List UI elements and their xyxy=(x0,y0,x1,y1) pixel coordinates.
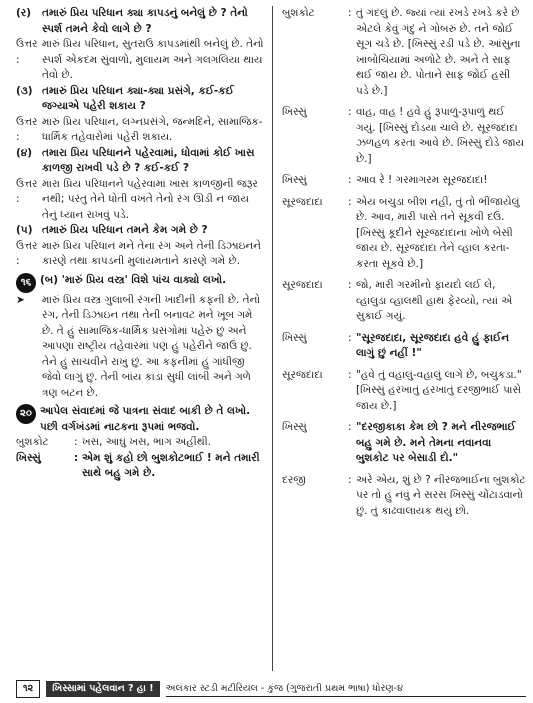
dialogue-line: બુશકોટ : તું ગંદલું છે. જ્યાં ત્યાં રખડે રખડે કરે છે એટલે કેવું ગંદું ને ગોબરું છે. તને જોઈ સૂગ ચડે છે. [ખિસ્સું રડી પડે છે. આંસુના ખાબોચિયામાં અળોટે છે. અને તે સાફ થઈ જાય છે. પોતાને સાફ જોઈ હસી પડે છે.] xyxy=(282,7,521,97)
chapter-title: ખિસ્સામાં પહેલવાન ? હા ! xyxy=(46,681,159,697)
left-column xyxy=(16,6,266,482)
dialogue-line: ખિસ્સું : "દરજીકાકા કેમ છો ? મને નીરજભાઈ બહુ ગમે છે. મને તેમના નવાનવા બુશકોટ પર બેસાડી દો." xyxy=(282,421,516,464)
task-20: ૨૦ આપેલ સંવાદમાં જે પાત્રના સંવાદ બાકી છે તે લખો. પછી વર્ગખંડમાં નાટકના રૂપમાં ભજવો. xyxy=(16,404,266,435)
task-16-answer: ➤ મારું પ્રિય વસ્ત્ર ગુલાબી રંગની ખાદીની કફની છે. તેનો રંગ, તેની ડિઝાઇન તથા તેની બનાવટ મને ખૂબ ગમે છે. તે હું સામાજિક-ધાર્મિક પ્રસંગોમાં પહેરું છું અને આપણા રાષ્ટ્રીય તહેવારમાં પણ હું પહેરીને જાઉં છું. તેને હું સાચવીને રાખું છું. આ કફનીમાં હું ગાંધીજી જેવો લાગું છું. તેની બાંય કાંડા સુધી લાંબી અને ગળે ત્રણ બટન છે. xyxy=(16,293,266,402)
arrow-icon: ➤ xyxy=(16,293,25,306)
answer-3: ઉત્તર : મારું પ્રિય પરિધાન, લગ્નપ્રસંગે, જન્મદિને, સામાજિક-ધાર્મિક તહેવારોમાં પહેરી શકાય. xyxy=(16,115,263,143)
right-column xyxy=(282,6,526,525)
question-2: (ર) તમારું પ્રિય પરિધાન ક્યા કાપડનું બનેલું છે ? તેનો સ્પર્શ તમને કેવો લાગે છે ? xyxy=(16,7,248,35)
answer-5: ઉત્તર : મારું પ્રિય પરિધાન મને તેના રંગ અને તેની ડિઝાઇનને કારણે તથા કાપડની મુલાયમતાને કારણે ગમે છે. xyxy=(16,239,261,267)
page-footer xyxy=(16,680,526,698)
task-16: ૧૬ (બ) 'મારું પ્રિય વસ્ત્ર' વિશે પાંચ વાક્યો લખો. xyxy=(16,273,266,293)
question-3: (૩) તમારું પ્રિય પરિધાન ક્યા-ક્યા પ્રસંગે, કઈ-કઈ જગ્યાએ પહેરી શકાય ? xyxy=(16,84,234,112)
dialogue-line: ખિસ્સું : એમ શું કહો છો બુશકોટભાઈ ! મને તમારી સાથે બહુ ગમે છે. xyxy=(16,451,260,479)
book-title: અલંકાર સ્ટડી મટીરિયલ - કુંજ (ગુજરાતી પ્રથમ ભાષા) ધોરણ-૪ xyxy=(166,681,526,697)
column-divider xyxy=(272,6,273,671)
dialogue-line: ખિસ્સું : આવ રે ! ગરમાગરમ સૂરજદાદા! xyxy=(282,174,488,186)
dialogue-line: સૂરજદાદા : "હવે તું વહાલું-વહાલું લાગે છે, બચુકડા." [ખિસ્સું હરખાતું હરખાતું દરજીભાઈ પાસે જાય છે.] xyxy=(282,368,522,412)
dialogue-line: સૂરજદાદા : જો, મારી ગરમીનો ફાયદો લઈ લે, વ્હાલુડા વ્હાલથી હાથ ફેરવ્યો, ત્યાં એ સુકાઈ ગયું. xyxy=(282,279,513,322)
question-4: (૪) તમારા પ્રિય પરિધાનને પહેરવામાં, ધોવામાં કોઈ ખાસ કાળજી રાખવી પડે છે ? કઈ-કઈ ? xyxy=(16,146,255,174)
dialogue-line: દરજી : અરે એય, શું છે ? નીરજભાઈના બુશકોટ પર તો હું નવું ને સરસ ખિસ્સું ચોંટાડવાનો છું. તું કાઢવાલાયક થયું છો. xyxy=(282,473,526,517)
question-5: (૫) તમારું પ્રિય પરિધાન તમને કેમ ગમે છે ? xyxy=(16,224,208,236)
page-number: ૧૨ xyxy=(16,680,40,698)
dialogue-line: સૂરજદાદા : એય બચુડા બીશ નહીં, તું તો ભીંજાયેલું છે. આવ, મારી પાસે તને સૂકવી દઉં. [ખિસ્સું કૂદીને સૂરજદાદાના ખોળે બેસી જાય છે. સૂરજદાદા તેને વ્હાલ કરતા-કરતા સૂકવે છે.] xyxy=(282,195,520,270)
answer-2: ઉત્તર : મારું પ્રિય પરિધાન, સુતરાઉ કાપડમાંથી બનેલું છે. તેનો સ્પર્શ એકદમ સુંવાળો, મુલાયમ અને ગલગલિયા થાય તેવો છે. xyxy=(16,38,264,81)
dialogue-line: ખિસ્સું : વાહ, વાહ ! હવે હું રૂપાળું-રૂપાળું થઈ ગયું. [ખિસ્સું દોડયા ચાલે છે. સૂરજદાદા ઝળહળ કરતા આવે છે. ખિસ્સું દોડે જાય છે.] xyxy=(282,106,525,165)
dialogue-line: ખિસ્સું : "સૂરજદાદા, સૂરજદાદા હવે હું ફાઈન લાગું છું નહીં !" xyxy=(282,331,510,359)
dialogue-line: બુશકોટ : ખસ, આઘું ખસ, ભાગ અહીંથી. xyxy=(16,436,212,448)
answer-4: ઉત્તર : મારા પ્રિય પરિધાનને પહેરવામાં ખાસ કાળજીની જરૂર નથી; પરંતુ તેને ધોતી વખતે તેનો રંગ ઊડી ન જાય તેનું ધ્યાન રાખવું પડે. xyxy=(16,177,258,221)
task-number-badge: ૧૬ xyxy=(16,273,36,293)
task-number-badge: ૨૦ xyxy=(16,404,36,424)
